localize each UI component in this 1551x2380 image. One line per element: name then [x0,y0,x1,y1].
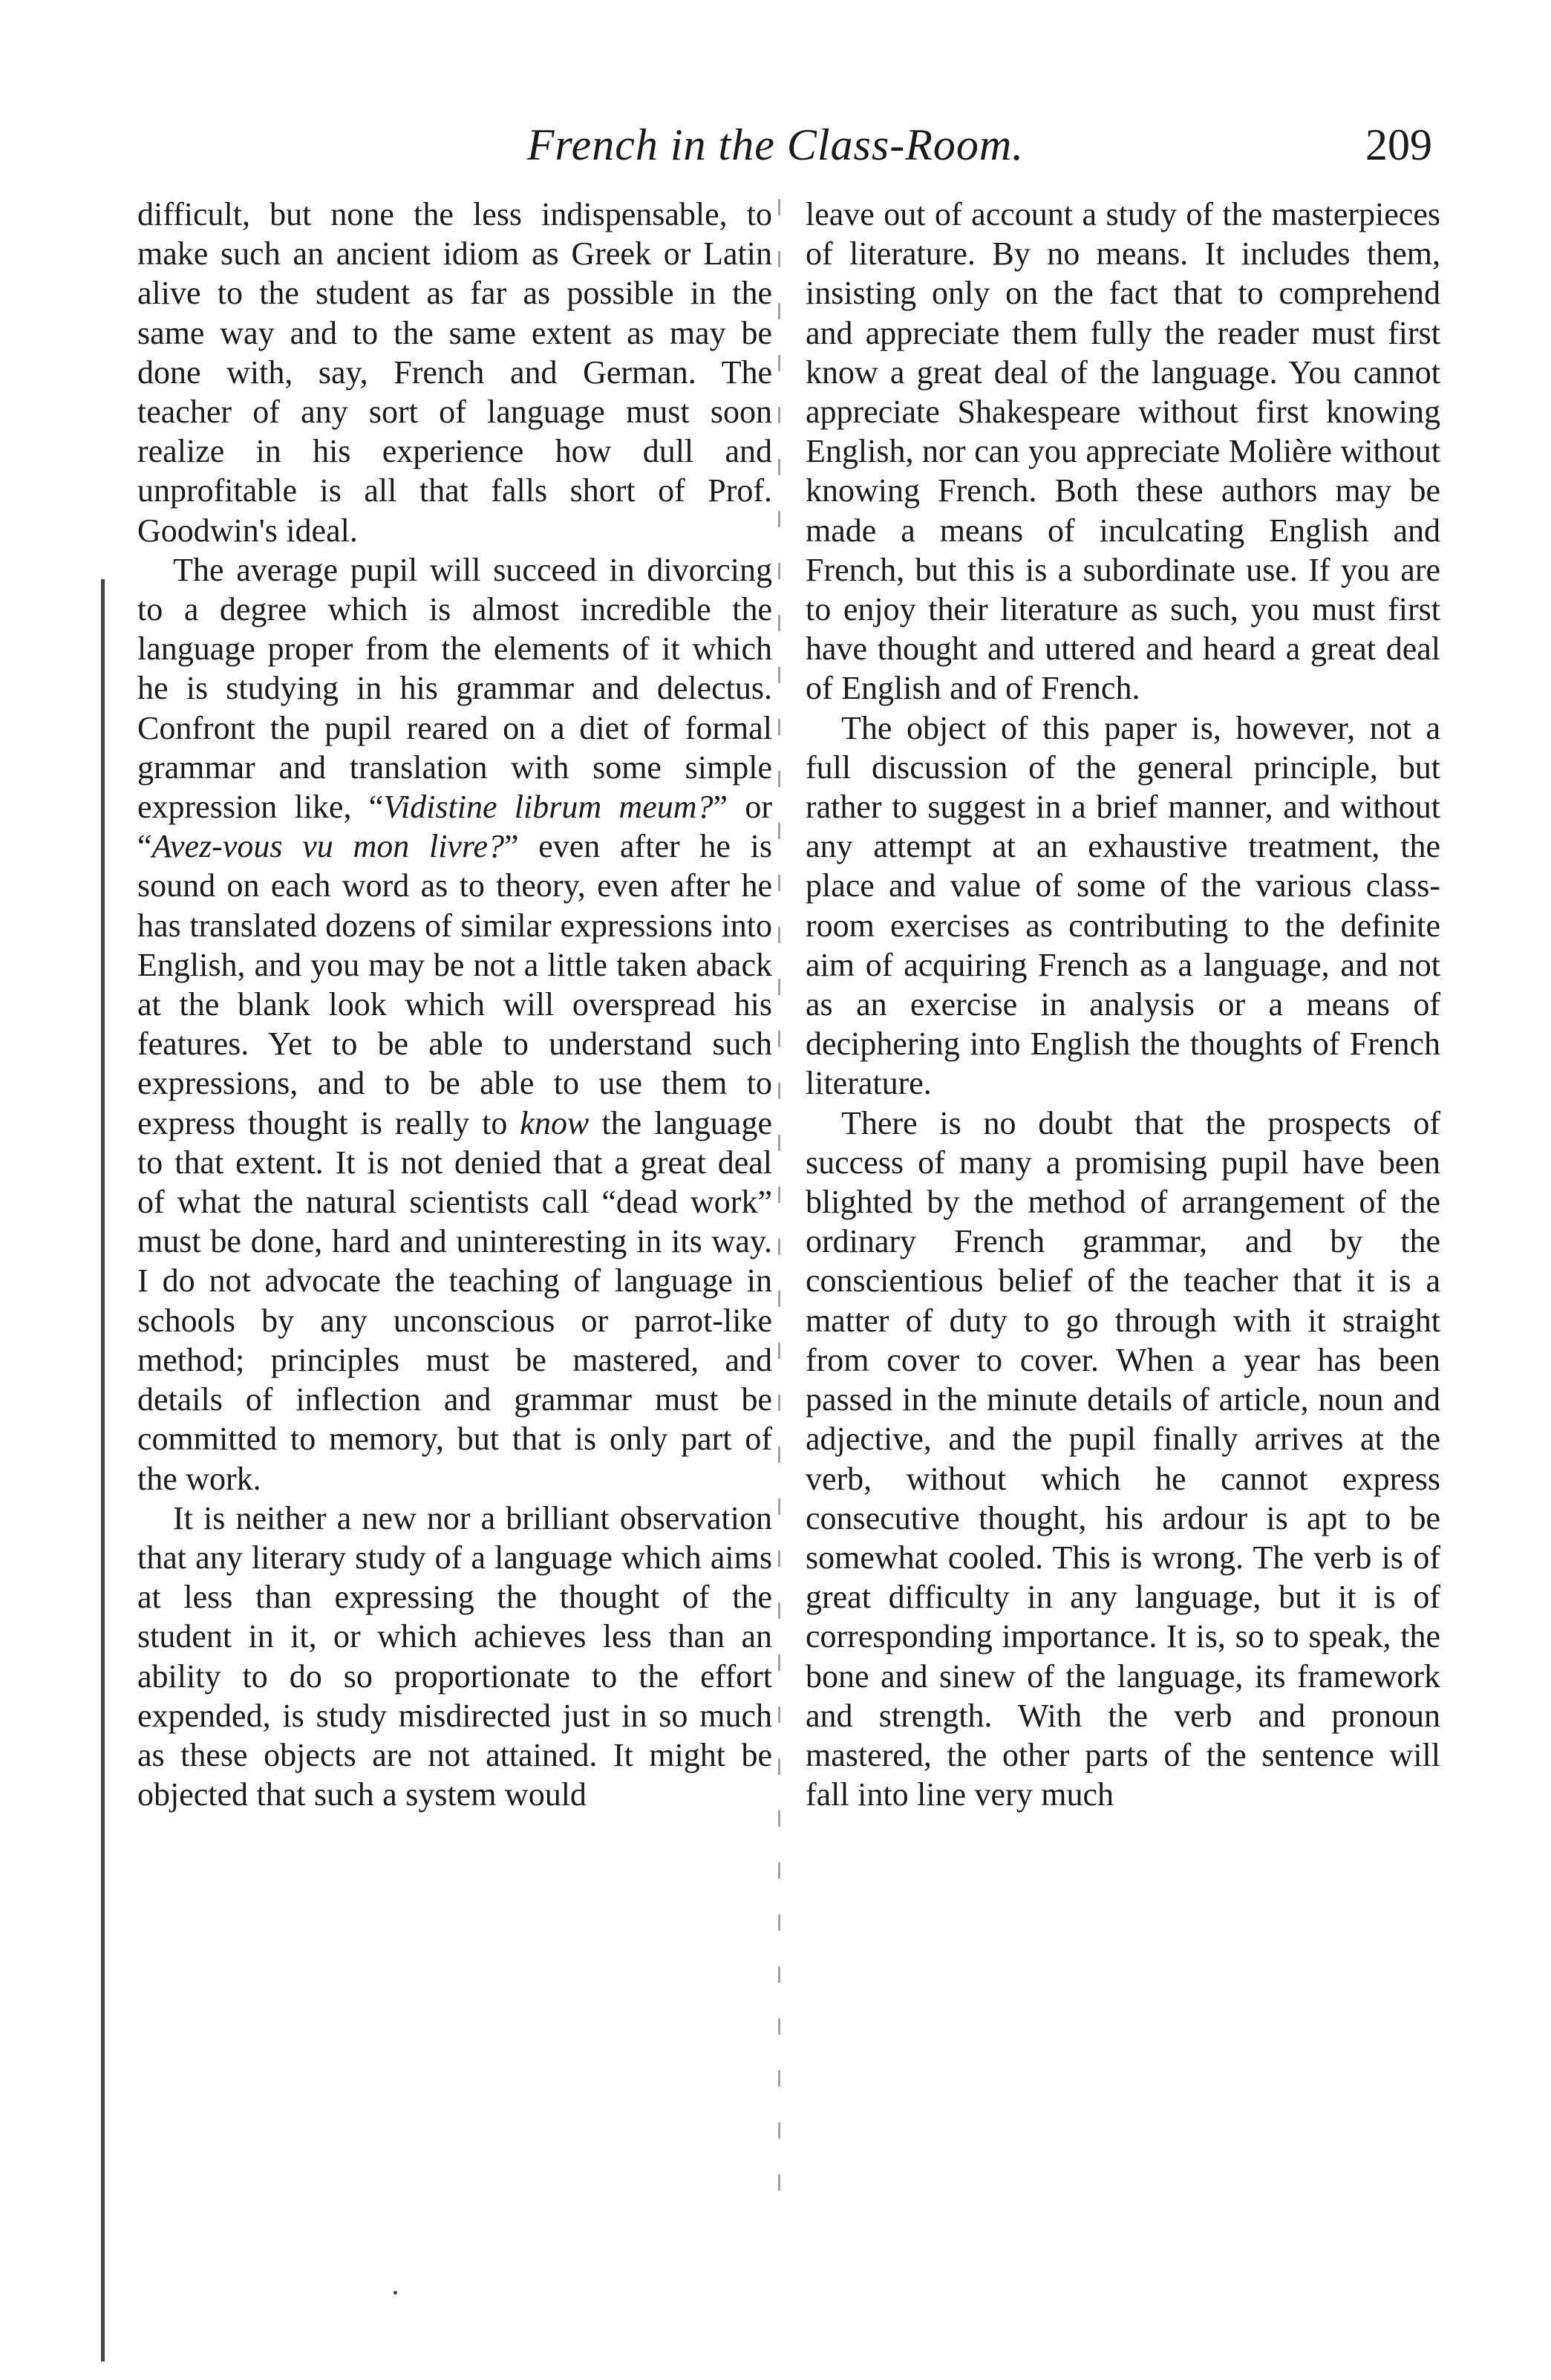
paragraph: There is no doubt that the prospects of success of many a promising pupil have been blighted by the method of arrangement of the ordinary French grammar, and by the conscientious belief of the teacher that it is a matter of duty to go through with it straight from cover to cover. When a year has been passed in the minute details of article, noun and adjective, and the pupil finally arrives at the verb, without which he cannot express consecutive thought, his ardour is apt to be somewhat cooled. This is wrong. The verb is of great difficulty in any language, but it is of corresponding importance. It is, so to speak, the bone and sinew of the language, its framework and strength. With the verb and pronoun mastered, the other parts of the sentence will fall into line very much [806,1104,1440,1813]
quote-separator: ” or “ [137,789,773,865]
paragraph-text: the language to that extent. It is not denied that a great deal of what the natural scientists call “dead work” must be done, hard and uninteresting in its way. I do not advocate the teaching of language in schools by any unconscious or parrot-like method; principles must be mastered, and details of inflection and grammar must be committed to memory, but that is only part of the work. [137,1104,772,1497]
french-example: Avez-vous vu mon livre? [151,828,504,865]
quote-mark: “ [368,789,384,826]
binding-edge-rule [101,579,105,2361]
latin-example: Vidistine librum meum? [383,789,714,826]
paragraph: leave out of account a study of the masterpieces of literature. By no means. It includes them, insisting only on the fact that to comprehend and appreciate them fully the reader must first know a great deal of the language. You cannot appreciate Shakespeare without first knowing English, nor can you appreciate Molière without knowing French. Both these authors may be made a means of inculcating English and French, but this is a subordinate use. If you are to enjoy their literature as such, you must first have thought and uttered and heard a great deal of English and of French. [806,196,1440,707]
paragraph [137,550,772,1499]
emphasis-word: know [520,1104,590,1141]
running-title: French in the Class-Room. [526,120,1025,169]
paragraph-text: ” even after he is sound on each word as to theory, even after he has translated dozens of similar expressions into English, and you may be not a little taken aback at the blank look which will overspread his features. Yet to be able to understand such expressions, and to be able to use them to express thought is really to [137,828,772,1141]
page-header [0,115,1551,175]
print-speck [394,2291,397,2295]
paragraph: It is neither a new nor a brilliant observation that any literary study of a language which aims at less than expressing the thought of the student in it, or which achieves less than an ability to do so proportionate to the effort expended, is study misdirected just in so much as these objects are not attained. It might be objected that such a system would [137,1499,772,1813]
column-divider [778,199,780,2219]
paragraph: difficult, but none the less indispensable, to make such an ancient idiom as Greek or Latin alive to the student as far as possible in the same way and to the same extent as may be done with, say, French and German. The teacher of any sort of language must soon realize in his experience how dull and unprofitable is all that falls short of Prof. Goodwin's ideal. [137,196,772,549]
paragraph-text: The average pupil will succeed in divorcing to a degree which is almost incredible the language proper from the elements of it which he is studying in his grammar and delectus. Confront the pupil reared on a diet of formal grammar and translation with some simple expression like, [137,551,772,826]
left-column [137,195,772,1814]
right-column [806,195,1440,1814]
paragraph: The object of this paper is, however, not a full discussion of the general principle, but rather to suggest in a brief manner, and without any attempt at an exhaustive treatment, the place and value of some of the various class-room exercises as contributing to the definite aim of acquiring French as a language, and not as an exercise in analysis or a means of deciphering into English the thoughts of French literature. [806,709,1440,1102]
page-number: 209 [1365,120,1432,169]
